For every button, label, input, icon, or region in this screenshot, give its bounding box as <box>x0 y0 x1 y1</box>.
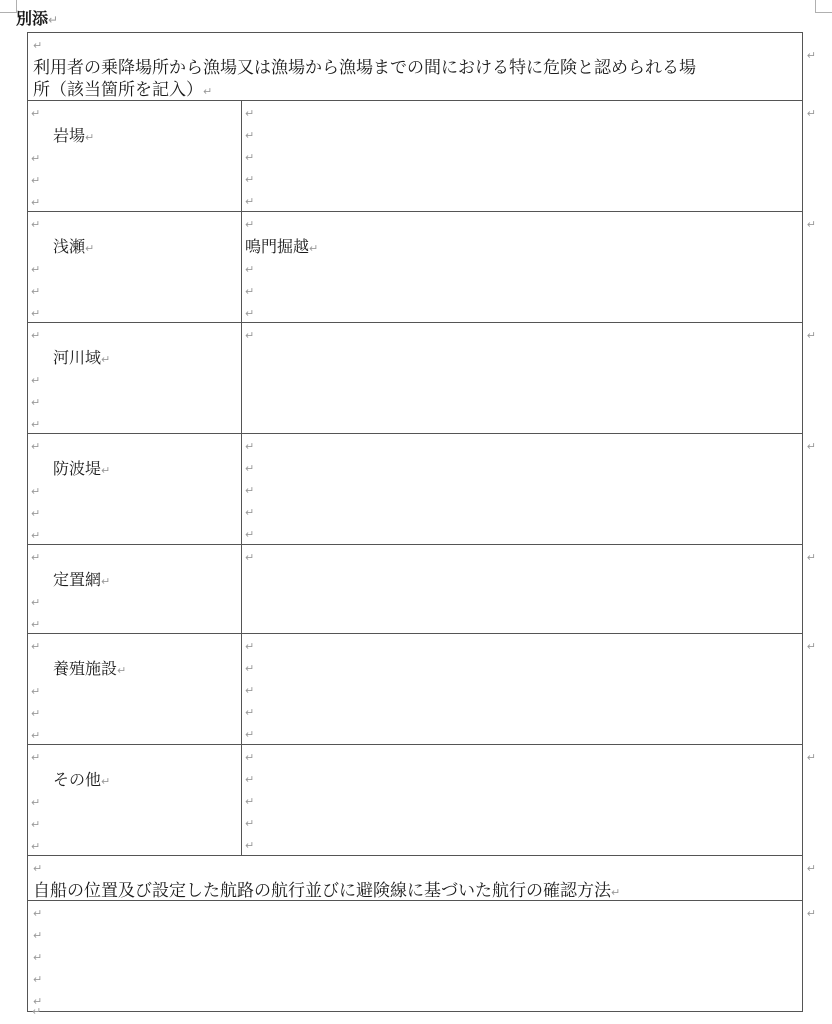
row-label-cell <box>28 545 242 633</box>
paragraph-mark: ↵ <box>85 131 95 144</box>
row-label-text: 浅瀬 <box>53 237 86 256</box>
method-title-text: 自船の位置及び設定した航路の航行並びに避険線に基づいた航行の確認方法 <box>33 881 611 901</box>
paragraph-mark: ↵ <box>245 173 255 186</box>
paragraph-mark: ↵ <box>31 485 41 498</box>
paragraph-mark: ↵ <box>245 307 255 320</box>
paragraph-mark: ↵ <box>31 551 41 564</box>
page-corner-mark-left <box>0 0 17 13</box>
paragraph-mark: ↵ <box>31 263 41 276</box>
row-end-mark: ↵ <box>806 640 816 653</box>
row-label <box>31 236 241 259</box>
row-value-cell[interactable] <box>242 545 802 633</box>
paragraph-mark: ↵ <box>31 152 41 165</box>
paragraph-mark: ↵ <box>101 575 111 588</box>
row-label-text: 河川域 <box>53 348 102 367</box>
paragraph-mark: ↵ <box>245 462 255 475</box>
row-label <box>31 569 241 592</box>
paragraph-mark: ↵ <box>245 218 255 231</box>
row-label <box>31 347 241 370</box>
row-value-cell[interactable] <box>242 101 802 211</box>
paragraph-mark: ↵ <box>245 107 255 120</box>
row-label-text: その他 <box>53 770 102 789</box>
paragraph-mark: ↵ <box>245 151 255 164</box>
paragraph-mark: ↵ <box>245 706 255 719</box>
paragraph-mark: ↵ <box>31 751 41 764</box>
row-value-cell[interactable] <box>242 434 802 544</box>
paragraph-mark: ↵ <box>33 951 43 964</box>
paragraph-mark: ↵ <box>245 195 255 208</box>
paragraph-mark: ↵ <box>245 662 255 675</box>
paragraph-mark: ↵ <box>245 640 255 653</box>
document-end-mark: ↵ <box>32 1005 42 1018</box>
paragraph-mark: ↵ <box>85 242 95 255</box>
row-end-mark: ↵ <box>806 329 816 342</box>
hazard-table <box>27 32 816 1012</box>
paragraph-mark: ↵ <box>31 729 41 742</box>
table-row-fixed-net <box>27 544 816 633</box>
paragraph-mark: ↵ <box>203 85 213 98</box>
intro-line-2-text: 所（該当箇所を記入） <box>33 80 203 100</box>
paragraph-mark: ↵ <box>31 818 41 831</box>
paragraph-mark: ↵ <box>33 39 43 52</box>
row-label-text: 防波堤 <box>53 459 102 478</box>
paragraph-mark: ↵ <box>31 618 41 631</box>
paragraph-mark: ↵ <box>245 751 255 764</box>
row-end-mark: ↵ <box>806 218 816 231</box>
page-corner-mark-right <box>815 0 832 13</box>
row-label-cell <box>28 212 242 322</box>
paragraph-mark: ↵ <box>31 507 41 520</box>
paragraph-mark: ↵ <box>31 107 41 120</box>
row-value-text: 鳴門掘越 <box>245 237 310 256</box>
paragraph-mark: ↵ <box>101 353 111 366</box>
paragraph-mark: ↵ <box>245 285 255 298</box>
paragraph-mark: ↵ <box>245 484 255 497</box>
row-label <box>31 125 241 148</box>
paragraph-mark: ↵ <box>245 440 255 453</box>
paragraph-mark: ↵ <box>245 506 255 519</box>
row-end-mark: ↵ <box>806 751 816 764</box>
paragraph-mark: ↵ <box>101 464 111 477</box>
paragraph-mark: ↵ <box>31 174 41 187</box>
paragraph-mark: ↵ <box>245 551 255 564</box>
row-end-mark: ↵ <box>806 107 816 120</box>
row-end-mark: ↵ <box>806 551 816 564</box>
row-label <box>31 658 241 681</box>
paragraph-mark: ↵ <box>33 862 43 875</box>
paragraph-mark: ↵ <box>31 440 41 453</box>
paragraph-mark: ↵ <box>309 242 319 255</box>
row-label-cell <box>28 323 242 433</box>
heading-text: 別添 <box>16 9 49 28</box>
table-row-breakwater <box>27 433 816 544</box>
table-row-rocks <box>27 100 816 211</box>
paragraph-mark: ↵ <box>31 596 41 609</box>
table-row-river <box>27 322 816 433</box>
paragraph-mark: ↵ <box>33 929 43 942</box>
row-value-cell[interactable] <box>242 212 802 322</box>
row-label-cell <box>28 101 242 211</box>
row-label <box>31 458 241 481</box>
intro-section <box>27 32 816 100</box>
paragraph-mark: ↵ <box>101 775 111 788</box>
row-label-cell <box>28 634 242 744</box>
paragraph-mark: ↵ <box>245 795 255 808</box>
row-value-cell[interactable] <box>242 323 802 433</box>
table-row-aquaculture <box>27 633 816 744</box>
paragraph-mark: ↵ <box>31 840 41 853</box>
row-label-cell <box>28 745 242 855</box>
paragraph-mark: ↵ <box>245 728 255 741</box>
paragraph-mark: ↵ <box>31 374 41 387</box>
paragraph-mark: ↵ <box>245 329 255 342</box>
document-heading <box>16 9 58 30</box>
paragraph-mark: ↵ <box>48 13 59 27</box>
paragraph-mark: ↵ <box>245 129 255 142</box>
paragraph-mark: ↵ <box>245 817 255 830</box>
method-title-section <box>27 855 816 901</box>
paragraph-mark: ↵ <box>31 529 41 542</box>
paragraph-mark: ↵ <box>31 218 41 231</box>
row-label-text: 定置網 <box>53 570 102 589</box>
row-value <box>245 236 802 259</box>
paragraph-mark: ↵ <box>31 196 41 209</box>
row-end-mark: ↵ <box>806 862 816 875</box>
paragraph-mark: ↵ <box>611 886 621 899</box>
row-end-mark: ↵ <box>806 440 816 453</box>
paragraph-mark: ↵ <box>33 995 43 1008</box>
row-label-text: 岩場 <box>53 126 86 145</box>
paragraph-mark: ↵ <box>31 418 41 431</box>
intro-line-1: 利用者の乗降場所から漁場又は漁場から漁場までの間における特に危険と認められる場 <box>33 58 696 78</box>
paragraph-mark: ↵ <box>31 796 41 809</box>
paragraph-mark: ↵ <box>31 329 41 342</box>
row-label-text: 養殖施設 <box>53 659 118 678</box>
paragraph-mark: ↵ <box>31 640 41 653</box>
row-value-cell[interactable] <box>242 634 802 744</box>
paragraph-mark: ↵ <box>33 907 43 920</box>
paragraph-mark: ↵ <box>31 396 41 409</box>
paragraph-mark: ↵ <box>31 685 41 698</box>
row-label <box>31 769 241 792</box>
paragraph-mark: ↵ <box>31 707 41 720</box>
table-row-other <box>27 744 816 855</box>
row-end-mark: ↵ <box>806 907 816 920</box>
paragraph-mark: ↵ <box>245 684 255 697</box>
paragraph-mark: ↵ <box>245 839 255 852</box>
row-value-cell[interactable] <box>242 745 802 855</box>
paragraph-mark: ↵ <box>245 528 255 541</box>
row-end-mark: ↵ <box>806 49 816 62</box>
paragraph-mark: ↵ <box>245 263 255 276</box>
row-label-cell <box>28 434 242 544</box>
paragraph-mark: ↵ <box>245 773 255 786</box>
table-row-shallows <box>27 211 816 322</box>
paragraph-mark: ↵ <box>31 285 41 298</box>
method-body-section[interactable] <box>27 900 816 1012</box>
paragraph-mark: ↵ <box>31 307 41 320</box>
paragraph-mark: ↵ <box>117 664 127 677</box>
paragraph-mark: ↵ <box>33 973 43 986</box>
